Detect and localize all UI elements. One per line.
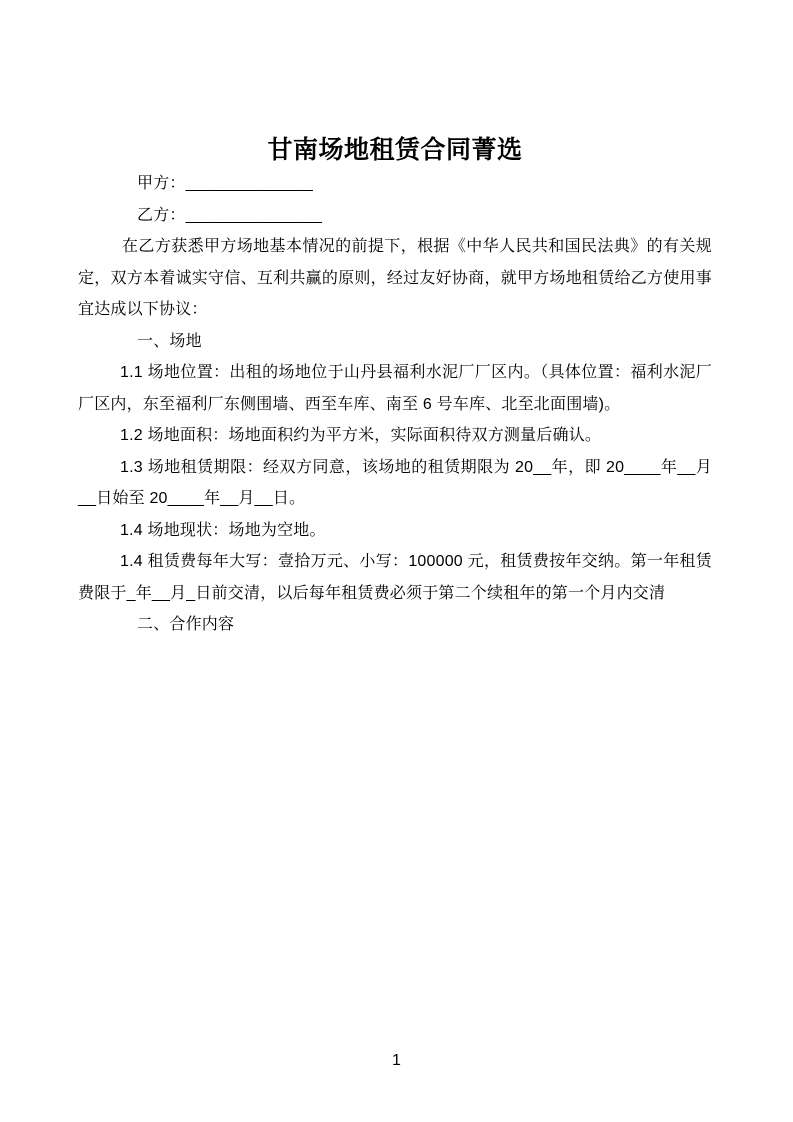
clause-1-3-lease-term: 1.3 场地租赁期限：经双方同意，该场地的租赁期限为 20__年，即 20____年__月__日始至 20____年__月__日。: [78, 458, 712, 507]
page-number: 1: [392, 1052, 401, 1069]
clause-1-1-location: 1.1 场地位置：出租的场地位于山丹县福利水泥厂厂区内。（具体位置：福利水泥厂厂区内，东至福利厂东侧围墙、西至车库、南至 6 号车库、北至北面围墙)。: [78, 364, 712, 413]
party-a-line: 甲方：______________: [137, 175, 313, 192]
party-b-line: 乙方：_______________: [137, 206, 323, 224]
document-title: 甘南场地租赁合同菁选: [267, 136, 523, 164]
preamble-paragraph: 在乙方获悉甲方场地基本情况的前提下，根据《中华人民共和国民法典》的有关规定，双方本着诚实守信、互利共赢的原则，经过友好协商，就甲方场地租赁给乙方使用事宜达成以下协议：: [78, 238, 712, 318]
clause-1-2-area: 1.2 场地面积：场地面积约为平方米，实际面积待双方测量后确认。: [120, 427, 602, 444]
section-2-heading: 二、合作内容: [137, 616, 235, 633]
clause-1-4-rent-payment: 1.4 租赁费每年大写：壹拾万元、小写：100000 元，租赁费按年交纳。第一年租赁费限于_年__月_日前交清，以后每年租赁费必须于第二个续租年的第一个月内交清: [78, 553, 712, 602]
section-1-heading: 一、场地: [137, 332, 202, 350]
clause-1-4-site-condition: 1.4 场地现状：场地为空地。: [120, 521, 326, 539]
